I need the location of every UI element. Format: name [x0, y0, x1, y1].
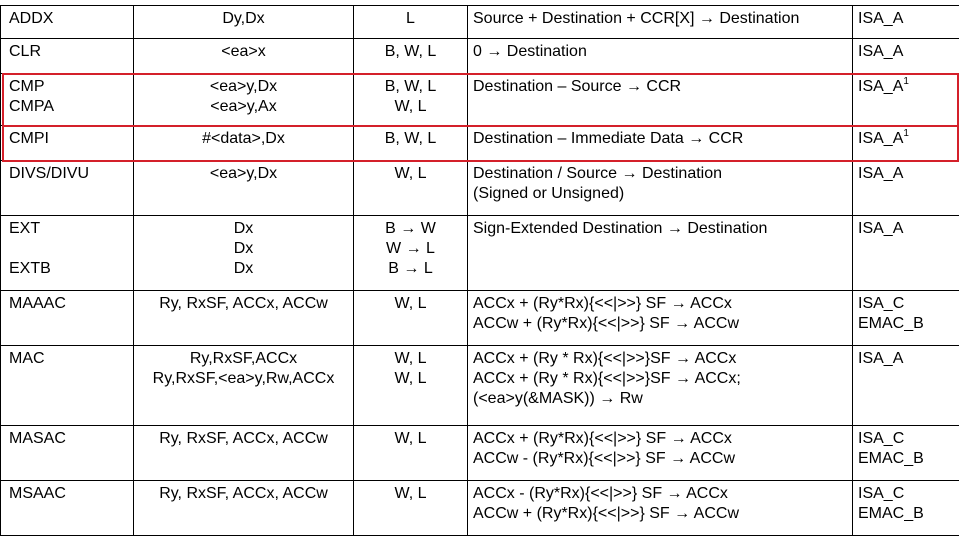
- operation-text: ACCx + (Ry * Rx){<<|>>}SF → ACCx;: [473, 370, 741, 387]
- table-row: [1, 39, 959, 74]
- isa-cell: [853, 291, 959, 346]
- table-row: [1, 216, 959, 291]
- mnemonic-text: ADDX: [9, 10, 54, 27]
- size-cell: [354, 74, 468, 126]
- mnemonic-text: MAAAC: [9, 295, 66, 312]
- operation-cell: [468, 39, 853, 74]
- operation-cell: [468, 6, 853, 39]
- isa-text: $ISA\_A^1$: [858, 76, 909, 95]
- isa-text: ISA_C: [858, 295, 905, 312]
- operation-text: ACCw - (Ry*Rx){<<|>>} SF → ACCw: [473, 450, 735, 467]
- mnemonic-text: EXT: [9, 220, 41, 237]
- operands-text: <ea>y,Dx: [209, 78, 278, 95]
- operands-cell: [134, 216, 354, 291]
- mnemonic-cell: [1, 216, 134, 291]
- table-row: [1, 291, 959, 346]
- operation-text: Destination / Source → Destination: [473, 165, 723, 182]
- isa-text: ISA_C: [858, 430, 905, 447]
- size-text: W, L: [394, 98, 427, 115]
- operation-text: Destination – Source → CCR: [473, 78, 682, 95]
- size-cell: [354, 126, 468, 161]
- operation-text: 0 → Destination: [473, 43, 587, 60]
- isa-cell: [853, 74, 959, 126]
- table-row: [1, 346, 959, 426]
- operands-text: <ea>y,Ax: [210, 98, 277, 115]
- size-text: W, L: [394, 350, 427, 367]
- mnemonic-cell: [1, 161, 134, 216]
- operation-cell: [468, 426, 853, 481]
- operands-cell: [134, 346, 354, 426]
- mnemonic-cell: [1, 346, 134, 426]
- mnemonic-text: CMPI: [9, 130, 49, 147]
- isa-text: ISA_A: [858, 220, 904, 237]
- isa-cell: [853, 126, 959, 161]
- mnemonic-cell: [1, 74, 134, 126]
- isa-text: ISA_A: [858, 43, 904, 60]
- operands-cell: [134, 39, 354, 74]
- operation-text: ACCx - (Ry*Rx){<<|>>} SF → ACCx: [473, 485, 728, 502]
- operation-text: Sign-Extended Destination → Destination: [473, 220, 768, 237]
- operands-cell: [134, 6, 354, 39]
- operands-text: #<data>,Dx: [202, 130, 285, 147]
- isa-text: $ISA\_A^1$: [858, 128, 909, 147]
- size-text: W, L: [394, 370, 427, 387]
- isa-text: ISA_A: [858, 165, 904, 182]
- operands-cell: [134, 74, 354, 126]
- isa-cell: [853, 216, 959, 291]
- size-cell: [354, 161, 468, 216]
- mnemonic-cell: [1, 426, 134, 481]
- isa-cell: [853, 426, 959, 481]
- table-row: [1, 126, 959, 161]
- mnemonic-text: EXTB: [9, 260, 51, 277]
- operation-text: ACCw + (Ry*Rx){<<|>>} SF → ACCw: [473, 315, 740, 332]
- mnemonic-cell: [1, 39, 134, 74]
- table-row: [1, 161, 959, 216]
- isa-cell: [853, 346, 959, 426]
- size-text: W, L: [394, 485, 427, 502]
- mnemonic-text: MAC: [9, 350, 45, 367]
- operation-cell: [468, 216, 853, 291]
- operation-text: ACCx + (Ry*Rx){<<|>>} SF → ACCx: [473, 295, 732, 312]
- footnote-marker: 1: [903, 128, 909, 139]
- operation-cell: [468, 481, 853, 536]
- size-text: W, L: [394, 295, 427, 312]
- operation-cell: [468, 161, 853, 216]
- size-text: B, W, L: [384, 43, 437, 60]
- isa-text: EMAC_B: [858, 505, 924, 522]
- operation-text: Source + Destination + CCR[X] → Destination: [473, 10, 800, 27]
- table-row: [1, 6, 959, 39]
- size-cell: [354, 216, 468, 291]
- operation-text: ACCx + (Ry * Rx){<<|>>}SF → ACCx: [473, 350, 737, 367]
- operands-cell: [134, 291, 354, 346]
- operation-cell: [468, 291, 853, 346]
- size-text: W → L: [386, 240, 435, 257]
- operands-text: <ea>x: [221, 43, 266, 60]
- operands-cell: [134, 126, 354, 161]
- isa-cell: [853, 161, 959, 216]
- isa-text: EMAC_B: [858, 315, 924, 332]
- size-text: W, L: [394, 430, 427, 447]
- operation-cell: [468, 74, 853, 126]
- operands-text: Ry,RxSF,<ea>y,Rw,ACCx: [152, 370, 335, 387]
- operands-text: Ry, RxSF, ACCx, ACCw: [159, 485, 328, 502]
- size-cell: [354, 426, 468, 481]
- operands-cell: [134, 426, 354, 481]
- footnote-marker: 1: [903, 76, 909, 87]
- operands-text: Dy,Dx: [222, 10, 265, 27]
- size-text: B, W, L: [384, 78, 437, 95]
- operands-cell: [134, 481, 354, 536]
- operands-text: Dx: [233, 260, 254, 277]
- operands-text: Ry, RxSF, ACCx, ACCw: [159, 295, 328, 312]
- mnemonic-cell: [1, 291, 134, 346]
- operation-cell: [468, 346, 853, 426]
- mnemonic-text: MSAAC: [9, 485, 66, 502]
- instruction-table: [0, 5, 959, 536]
- isa-cell: [853, 6, 959, 39]
- size-text: B → L: [388, 260, 433, 277]
- size-text: L: [406, 10, 415, 27]
- size-cell: [354, 346, 468, 426]
- operation-text: (Signed or Unsigned): [473, 185, 625, 202]
- isa-cell: [853, 481, 959, 536]
- mnemonic-text: CMPA: [9, 98, 55, 115]
- mnemonic-text: CMP: [9, 78, 45, 95]
- operands-text: Ry, RxSF, ACCx, ACCw: [159, 430, 328, 447]
- size-cell: [354, 6, 468, 39]
- isa-text: ISA_A: [858, 10, 904, 27]
- size-text: B, W, L: [384, 130, 437, 147]
- operands-text: Ry,RxSF,ACCx: [189, 350, 298, 367]
- mnemonic-text: [9, 239, 133, 259]
- isa-text: EMAC_B: [858, 450, 924, 467]
- table-row: [1, 74, 959, 126]
- operands-cell: [134, 161, 354, 216]
- operation-text: ACCw + (Ry*Rx){<<|>>} SF → ACCw: [473, 505, 740, 522]
- mnemonic-text: MASAC: [9, 430, 66, 447]
- table-row: [1, 426, 959, 481]
- operands-text: <ea>y,Dx: [209, 165, 278, 182]
- operands-text: Dx: [233, 240, 254, 257]
- operation-cell: [468, 126, 853, 161]
- table-row: [1, 481, 959, 536]
- mnemonic-cell: [1, 126, 134, 161]
- size-text: B → W: [385, 220, 436, 237]
- isa-cell: [853, 39, 959, 74]
- size-text: W, L: [394, 165, 427, 182]
- isa-text: ISA_C: [858, 485, 905, 502]
- isa-text: ISA_A: [858, 350, 904, 367]
- mnemonic-cell: [1, 6, 134, 39]
- size-cell: [354, 291, 468, 346]
- mnemonic-text: DIVS/DIVU: [9, 165, 90, 182]
- operands-text: Dx: [233, 220, 254, 237]
- size-cell: [354, 481, 468, 536]
- operation-text: (<ea>y(&MASK)) → Rw: [473, 390, 643, 407]
- size-cell: [354, 39, 468, 74]
- mnemonic-text: CLR: [9, 43, 42, 60]
- operation-text: Destination – Immediate Data → CCR: [473, 130, 744, 147]
- operation-text: ACCx + (Ry*Rx){<<|>>} SF → ACCx: [473, 430, 732, 447]
- mnemonic-cell: [1, 481, 134, 536]
